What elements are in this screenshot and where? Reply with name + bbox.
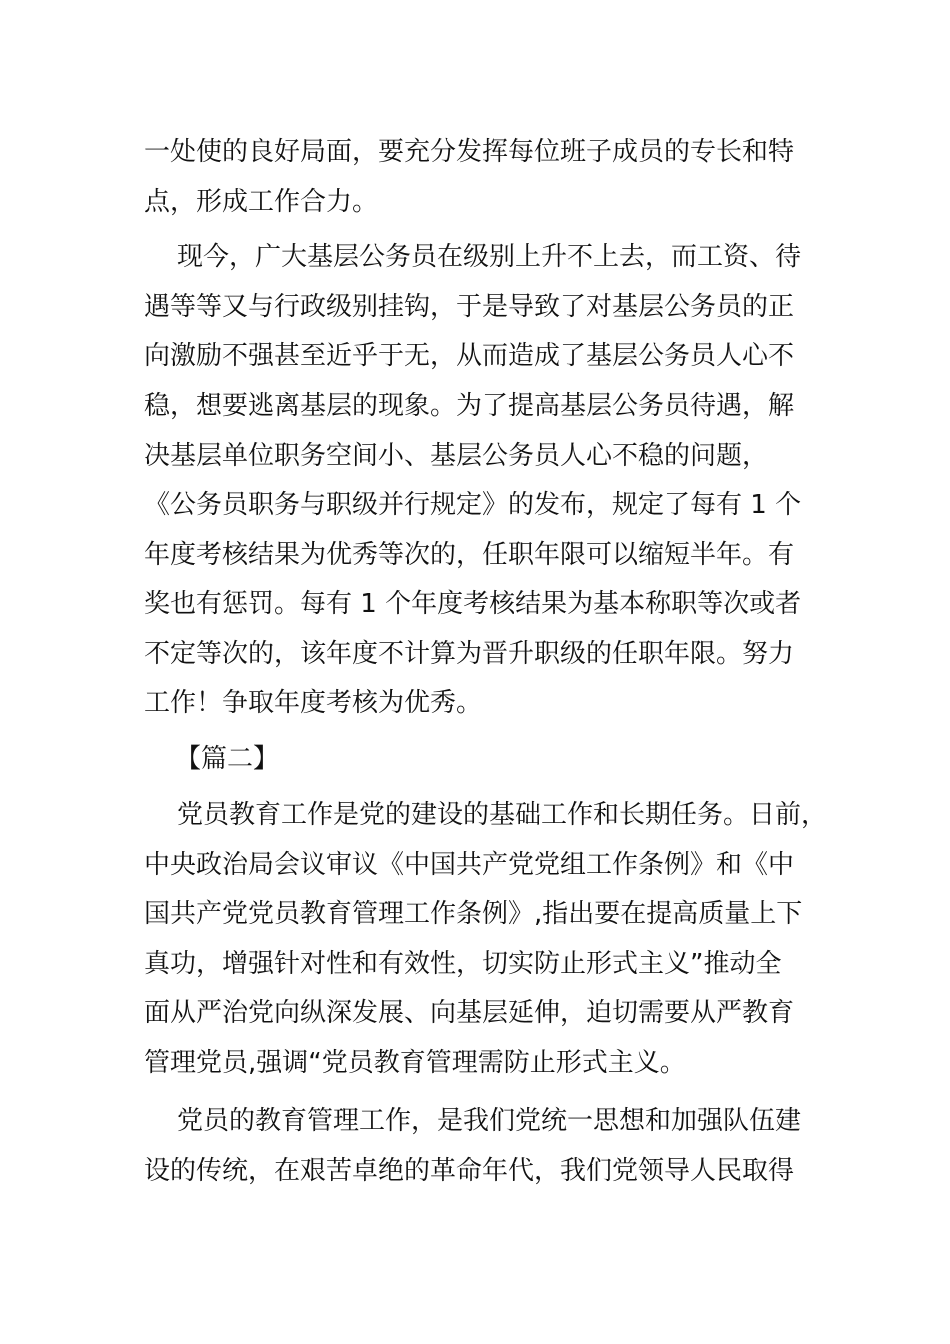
paragraph-first-line: 现今，广大基层公务员在级别上升不上去，而工资、待 <box>177 242 802 272</box>
text-line: 真功，增强针对性和有效性，切实防止形式主义”推动全 <box>144 949 782 979</box>
text-line: 设的传统，在艰苦卓绝的革命年代，我们党领导人民取得 <box>144 1156 795 1186</box>
text-line: 一处使的良好局面，要充分发挥每位班子成员的专长和特 <box>144 137 795 167</box>
text-line: 遇等等又与行政级别挂钩，于是导致了对基层公务员的正 <box>144 292 795 322</box>
text-line: 稳，想要逃离基层的现象。为了提高基层公务员待遇，解 <box>144 391 795 421</box>
text-line: 年度考核结果为优秀等次的，任职年限可以缩短半年。有 <box>144 540 795 570</box>
text-line: 管理党员,强调“党员教育管理需防止形式主义。 <box>144 1048 686 1078</box>
text-line: 工作！争取年度考核为优秀。 <box>144 688 483 718</box>
paragraph-first-line: 党员的教育管理工作，是我们党统一思想和加强队伍建 <box>177 1106 802 1136</box>
paragraph-first-line: 党员教育工作是党的建设的基础工作和长期任务。日前， <box>177 800 828 830</box>
text-line: 面从严治党向纵深发展、向基层延伸，迫切需要从严教育 <box>144 998 795 1028</box>
text-line: 向激励不强甚至近乎于无，从而造成了基层公务员人心不 <box>144 341 795 371</box>
text-line: 中央政治局会议审议《中国共产党党组工作条例》和《中 <box>144 850 795 880</box>
text-line: 《公务员职务与职级并行规定》的发布，规定了每有 1 个 <box>144 490 802 520</box>
text-line: 国共产党党员教育管理工作条例》,指出要在提高质量上下 <box>144 899 803 929</box>
text-line: 点，形成工作合力。 <box>144 187 379 217</box>
section-heading: 【篇二】 <box>175 744 280 774</box>
text-line: 奖也有惩罚。每有 1 个年度考核结果为基本称职等次或者 <box>144 589 802 619</box>
text-line: 决基层单位职务空间小、基层公务员人心不稳的问题， <box>144 441 769 471</box>
text-line: 不定等次的，该年度不计算为晋升职级的任职年限。努力 <box>144 639 795 669</box>
